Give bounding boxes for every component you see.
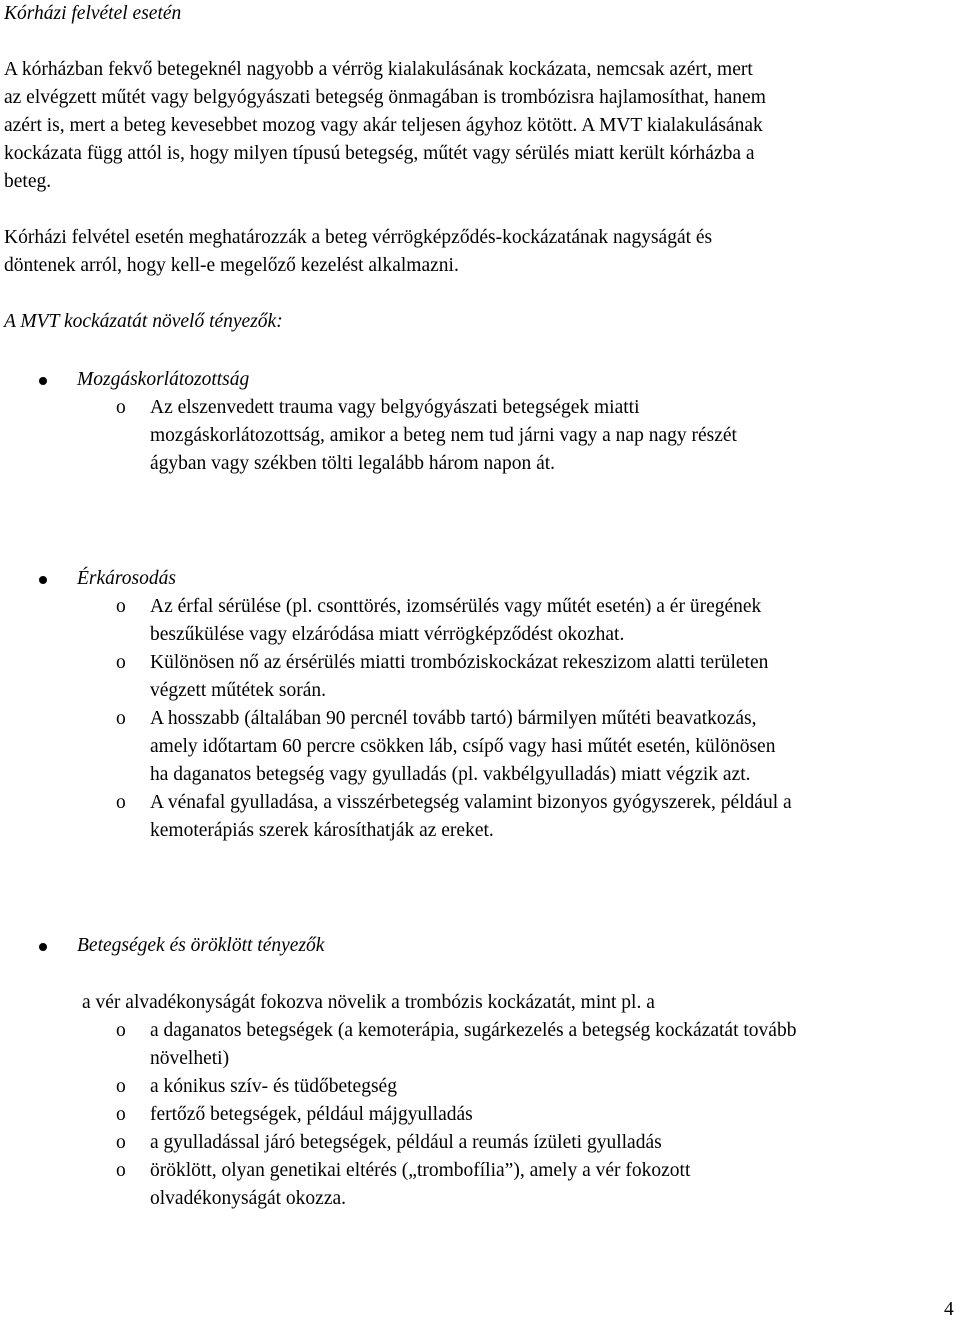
text-line: ágyban vagy székben tölti legalább három napon át. — [150, 453, 556, 474]
bullet-icon — [39, 576, 47, 584]
text-line: beszűkülése vagy elzáródása miatt vérrögképződést okozhat. — [150, 624, 625, 645]
sub-bullet-marker: o — [116, 1020, 126, 1041]
text-line: döntenek arról, hogy kell-e megelőző kezelést alkalmazni. — [4, 255, 459, 276]
sub-bullet-marker: o — [116, 1132, 126, 1153]
sub-bullet-marker: o — [116, 792, 126, 813]
text-line: A kórházban fekvő betegeknél nagyobb a vérrög kialakulásának kockázata, nemcsak azért, mert — [4, 59, 753, 80]
sub-bullet-marker: o — [116, 1076, 126, 1097]
section-title: Mozgáskorlátozottság — [77, 369, 250, 390]
text-line: kockázata függ attól is, hogy milyen típusú betegség, műtét vagy sérülés miatt került kórházba a — [4, 143, 755, 164]
bullet-icon — [39, 943, 47, 951]
factors-title: A MVT kockázatát növelő tényezők: — [4, 311, 283, 332]
sub-bullet-marker: o — [116, 1104, 126, 1125]
text-line: Az érfal sérülése (pl. csonttörés, izomsérülés vagy műtét esetén) a ér üregének — [150, 596, 762, 617]
text-line: a kónikus szív- és tüdőbetegség — [150, 1076, 397, 1097]
page-heading: Kórházi felvétel esetén — [4, 3, 182, 24]
sub-bullet-marker: o — [116, 397, 126, 418]
section-title: Betegségek és öröklött tényezők — [77, 935, 325, 956]
sub-bullet-marker: o — [116, 708, 126, 729]
text-line: Az elszenvedett trauma vagy belgyógyászati betegségek miatti — [150, 397, 640, 418]
text-line: a gyulladással járó betegségek, például a reumás ízületi gyulladás — [150, 1132, 662, 1153]
text-line: fertőző betegségek, például májgyulladás — [150, 1104, 473, 1125]
text-line: öröklött, olyan genetikai eltérés („trombofília”), amely a vér fokozott — [150, 1160, 691, 1181]
section-title: Érkárosodás — [77, 568, 176, 589]
text-line: olvadékonyságát okozza. — [150, 1188, 347, 1209]
text-line: növelheti) — [150, 1048, 230, 1069]
sub-bullet-marker: o — [116, 652, 126, 673]
text-line: ha daganatos betegség vagy gyulladás (pl. vakbélgyulladás) miatt végzik azt. — [150, 764, 751, 785]
sub-bullet-marker: o — [116, 1160, 126, 1181]
text-line: a daganatos betegségek (a kemoterápia, sugárkezelés a betegség kockázatát tovább — [150, 1020, 797, 1041]
text-line: mozgáskorlátozottság, amikor a beteg nem tud járni vagy a nap nagy részét — [150, 425, 737, 446]
text-line: A hosszabb (általában 90 percnél tovább tartó) bármilyen műtéti beavatkozás, — [150, 708, 757, 729]
text-line: végzett műtétek során. — [150, 680, 326, 701]
bullet-icon — [39, 377, 47, 385]
text-line: amely időtartam 60 percre csökken láb, csípő vagy hasi műtét esetén, különösen — [150, 736, 776, 757]
text-line: A vénafal gyulladása, a visszérbetegség valamint bizonyos gyógyszerek, például a — [150, 792, 792, 813]
text-line: beteg. — [4, 171, 52, 192]
text-line: az elvégzett műtét vagy belgyógyászati betegség önmagában is trombózisra hajlamosíthat, hanem — [4, 87, 766, 108]
sub-bullet-marker: o — [116, 596, 126, 617]
text-line: Kórházi felvétel esetén meghatározzák a beteg vérrögképződés-kockázatának nagyságát és — [4, 227, 713, 248]
text-line: Különösen nő az érsérülés miatti trombóziskockázat rekeszizom alatti területen — [150, 652, 769, 673]
section-intro: a vér alvadékonyságát fokozva növelik a trombózis kockázatát, mint pl. a — [82, 992, 655, 1013]
text-line: azért is, mert a beteg kevesebbet mozog vagy akár teljesen ágyhoz kötött. A MVT kialakulásának — [4, 115, 763, 136]
page-number: 4 — [944, 1299, 954, 1320]
text-line: kemoterápiás szerek károsíthatják az ereket. — [150, 820, 494, 841]
